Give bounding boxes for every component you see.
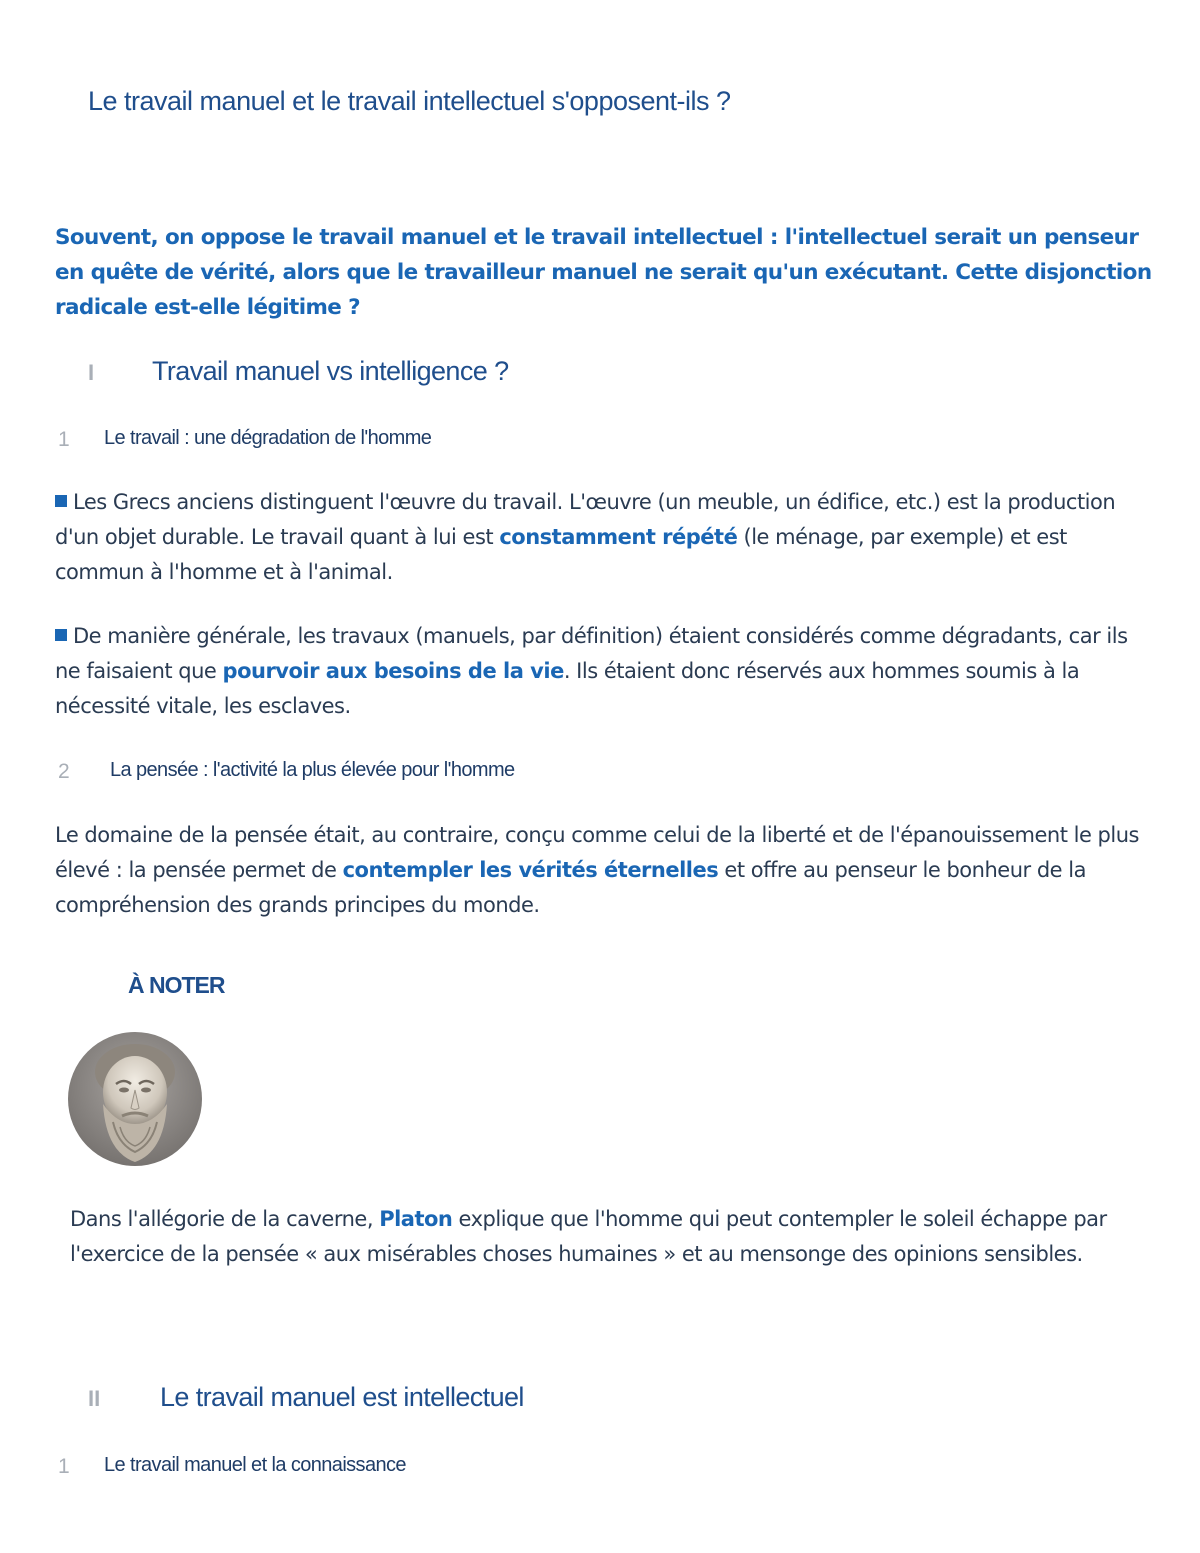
emphasis: constamment répété <box>499 525 738 549</box>
note-label: À NOTER <box>128 972 225 998</box>
paragraph: De manière générale, les travaux (manuels, par définition) étaient considérés comme dégradants, car ils ne faisaient que pourvoir aux besoins de la vie. Ils étaient donc réservés aux hommes soumis à la nécessité vitale, les esclaves. <box>55 624 1128 718</box>
paragraph: Le domaine de la pensée était, au contraire, conçu comme celui de la liberté et de l'épanouissement le plus élevé : la pensée permet de contempler les vérités éternelles et offre au penseur le bonheur de la compréhension des grands principes du monde. <box>55 823 1139 917</box>
paragraph: Les Grecs anciens distinguent l'œuvre du travail. L'œuvre (un meuble, un édifice, etc.) est la production d'un objet durable. Le travail quant à lui est constamment répété (le ménage, par exemple) et est commun à l'homme et à l'animal. <box>55 490 1116 584</box>
emphasis-platon: Platon <box>379 1207 453 1231</box>
subsection-title: Le travail manuel et la connaissance <box>104 1454 406 1476</box>
section-numeral: II <box>88 1386 101 1411</box>
section-title: Travail manuel vs intelligence ? <box>152 356 509 386</box>
subsection-title: La pensée : l'activité la plus élevée pour l'homme <box>110 759 515 781</box>
plato-bust-image <box>68 1032 202 1166</box>
subsection-number: 1 <box>58 1455 70 1478</box>
page-title: Le travail manuel et le travail intellectuel s'opposent-ils ? <box>88 86 731 116</box>
square-bullet-icon <box>55 495 67 507</box>
note-paragraph: Dans l'allégorie de la caverne, Platon explique que l'homme qui peut contempler le soleil échappe par l'exercice de la pensée « aux misérables choses humaines » et au mensonge des opinions sensibles. <box>70 1207 1107 1266</box>
intro-paragraph: Souvent, on oppose le travail manuel et le travail intellectuel : l'intellectuel serait un penseur en quête de vérité, alors que le travailleur manuel ne serait qu'un exécutant. Cette disjonction radicale est-elle légitime ? <box>55 225 1152 320</box>
subsection-title: Le travail : une dégradation de l'homme <box>104 427 432 449</box>
subsection-number: 2 <box>58 760 70 783</box>
square-bullet-icon <box>55 629 67 641</box>
emphasis: pourvoir aux besoins de la vie <box>222 659 564 683</box>
subsection-number: 1 <box>58 428 70 451</box>
section-title: Le travail manuel est intellectuel <box>160 1382 524 1412</box>
section-numeral: I <box>88 360 95 385</box>
emphasis: contempler les vérités éternelles <box>342 858 719 882</box>
